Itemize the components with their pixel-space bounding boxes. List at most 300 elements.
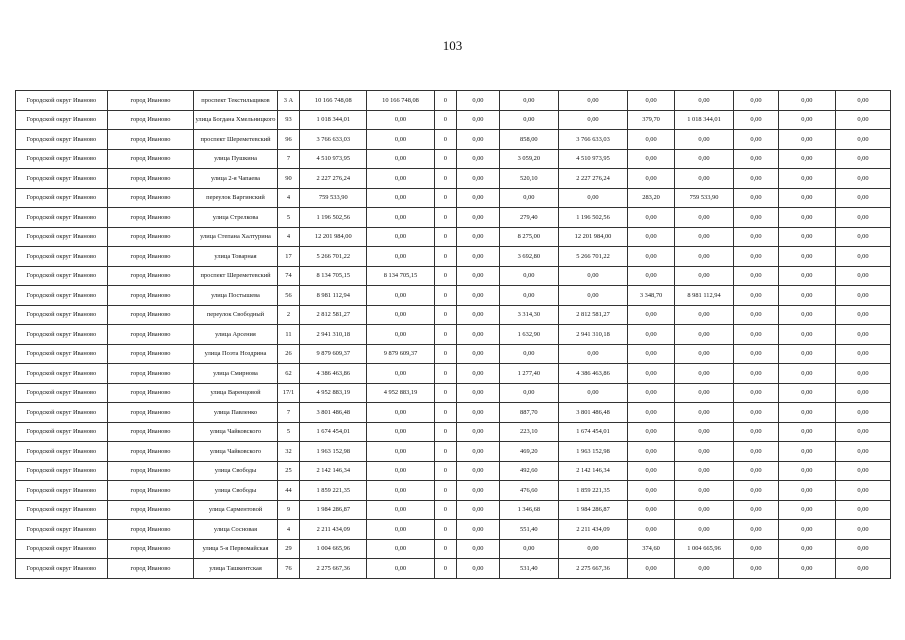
cell-area-roof: 0,00 xyxy=(628,481,675,501)
cell-house-number: 62 xyxy=(277,364,299,384)
cell-cost-facade: 0,00 xyxy=(558,383,627,403)
cell-cost-facade: 4 510 973,95 xyxy=(558,149,627,169)
cell-total-cost: 1 004 665,96 xyxy=(300,539,367,559)
cell-cost-col8: 0,00 xyxy=(457,442,500,462)
cell-cost-col7: 0 xyxy=(434,539,456,559)
cell-area-facade: 1 632,90 xyxy=(499,325,558,345)
cell-cost-col15: 0,00 xyxy=(835,403,890,423)
table-row xyxy=(16,149,891,169)
cell-cost-col15: 0,00 xyxy=(835,130,890,150)
cell-area-facade: 1 346,68 xyxy=(499,500,558,520)
cell-house-number: 74 xyxy=(277,266,299,286)
cell-cost-roof-repair: 0,00 xyxy=(674,500,733,520)
cell-cost-col15: 0,00 xyxy=(835,500,890,520)
cell-cost-col14: 0,00 xyxy=(778,169,835,189)
cell-cost-col15: 0,00 xyxy=(835,383,890,403)
cell-cost-facade: 2 142 146,34 xyxy=(558,461,627,481)
cell-area-facade: 0,00 xyxy=(499,188,558,208)
cell-settlement: город Иваново xyxy=(107,383,194,403)
cell-cost-col13: 0,00 xyxy=(734,305,779,325)
cell-total-cost: 1 984 286,87 xyxy=(300,500,367,520)
cell-municipality: Городской округ Иваново xyxy=(16,383,108,403)
cell-settlement: город Иваново xyxy=(107,227,194,247)
cell-house-number: 44 xyxy=(277,481,299,501)
cell-cost-col7: 0 xyxy=(434,422,456,442)
cell-municipality: Городской округ Иваново xyxy=(16,169,108,189)
cell-cost-roof-repair: 0,00 xyxy=(674,266,733,286)
cell-cost-col7: 0 xyxy=(434,247,456,267)
cell-cost-roof: 0,00 xyxy=(367,461,434,481)
cell-cost-facade: 3 801 486,48 xyxy=(558,403,627,423)
cell-house-number: 17/1 xyxy=(277,383,299,403)
table-row xyxy=(16,169,891,189)
cell-area-roof: 0,00 xyxy=(628,442,675,462)
cell-cost-col8: 0,00 xyxy=(457,325,500,345)
cell-house-number: 17 xyxy=(277,247,299,267)
cell-total-cost: 1 018 344,01 xyxy=(300,110,367,130)
cell-area-facade: 0,00 xyxy=(499,110,558,130)
cell-cost-col14: 0,00 xyxy=(778,422,835,442)
cell-cost-col7: 0 xyxy=(434,266,456,286)
cell-cost-col8: 0,00 xyxy=(457,247,500,267)
cell-cost-col15: 0,00 xyxy=(835,91,890,111)
cell-cost-roof-repair: 0,00 xyxy=(674,305,733,325)
cell-cost-facade: 1 984 286,87 xyxy=(558,500,627,520)
cell-cost-col8: 0,00 xyxy=(457,383,500,403)
table-row xyxy=(16,422,891,442)
cell-settlement: город Иваново xyxy=(107,500,194,520)
cell-cost-col15: 0,00 xyxy=(835,247,890,267)
cell-cost-col8: 0,00 xyxy=(457,188,500,208)
cell-area-roof: 0,00 xyxy=(628,305,675,325)
cell-cost-roof-repair: 0,00 xyxy=(674,383,733,403)
cell-cost-col7: 0 xyxy=(434,364,456,384)
cell-area-roof: 283,20 xyxy=(628,188,675,208)
table-row xyxy=(16,461,891,481)
cell-cost-roof: 0,00 xyxy=(367,208,434,228)
cell-cost-col7: 0 xyxy=(434,110,456,130)
cell-total-cost: 1 674 454,01 xyxy=(300,422,367,442)
cell-street: улица 5-я Первомайская xyxy=(194,539,278,559)
cell-cost-roof: 0,00 xyxy=(367,130,434,150)
cell-cost-col13: 0,00 xyxy=(734,481,779,501)
cell-cost-col14: 0,00 xyxy=(778,442,835,462)
cell-municipality: Городской округ Иваново xyxy=(16,305,108,325)
cell-cost-col14: 0,00 xyxy=(778,188,835,208)
cell-house-number: 4 xyxy=(277,188,299,208)
table-row xyxy=(16,442,891,462)
cell-area-facade: 1 277,40 xyxy=(499,364,558,384)
cell-cost-col8: 0,00 xyxy=(457,130,500,150)
cell-cost-roof-repair: 0,00 xyxy=(674,130,733,150)
cell-cost-col13: 0,00 xyxy=(734,266,779,286)
cell-total-cost: 1 859 221,35 xyxy=(300,481,367,501)
cell-settlement: город Иваново xyxy=(107,442,194,462)
cell-cost-roof: 0,00 xyxy=(367,481,434,501)
cell-cost-col7: 0 xyxy=(434,481,456,501)
cell-cost-roof: 0,00 xyxy=(367,188,434,208)
cell-cost-roof: 0,00 xyxy=(367,520,434,540)
cell-cost-col15: 0,00 xyxy=(835,481,890,501)
cell-cost-col7: 0 xyxy=(434,403,456,423)
cell-area-roof: 0,00 xyxy=(628,344,675,364)
cell-total-cost: 2 227 276,24 xyxy=(300,169,367,189)
cell-cost-col13: 0,00 xyxy=(734,227,779,247)
cell-municipality: Городской округ Иваново xyxy=(16,539,108,559)
cell-cost-col7: 0 xyxy=(434,208,456,228)
cell-settlement: город Иваново xyxy=(107,169,194,189)
cell-street: улица Варенцовой xyxy=(194,383,278,403)
cell-cost-col7: 0 xyxy=(434,149,456,169)
cell-house-number: 32 xyxy=(277,442,299,462)
cell-cost-col8: 0,00 xyxy=(457,481,500,501)
cell-area-facade: 0,00 xyxy=(499,539,558,559)
cell-cost-facade: 3 766 633,03 xyxy=(558,130,627,150)
cell-cost-roof-repair: 1 018 344,01 xyxy=(674,110,733,130)
cell-cost-facade: 0,00 xyxy=(558,266,627,286)
cell-house-number: 2 xyxy=(277,305,299,325)
cell-cost-col15: 0,00 xyxy=(835,188,890,208)
cell-house-number: 3 А xyxy=(277,91,299,111)
cell-settlement: город Иваново xyxy=(107,461,194,481)
table-row xyxy=(16,364,891,384)
cell-settlement: город Иваново xyxy=(107,247,194,267)
cell-street: улица Смирнова xyxy=(194,364,278,384)
cell-cost-col15: 0,00 xyxy=(835,325,890,345)
cell-cost-col14: 0,00 xyxy=(778,286,835,306)
cell-cost-col7: 0 xyxy=(434,325,456,345)
cell-cost-col14: 0,00 xyxy=(778,208,835,228)
cell-street: проспект Текстильщиков xyxy=(194,91,278,111)
cell-house-number: 25 xyxy=(277,461,299,481)
cell-municipality: Городской округ Иваново xyxy=(16,188,108,208)
cell-area-facade: 887,70 xyxy=(499,403,558,423)
cell-cost-roof-repair: 0,00 xyxy=(674,422,733,442)
cell-cost-col7: 0 xyxy=(434,91,456,111)
cell-settlement: город Иваново xyxy=(107,344,194,364)
cell-cost-roof: 4 952 883,19 xyxy=(367,383,434,403)
cell-total-cost: 759 533,90 xyxy=(300,188,367,208)
cell-municipality: Городской округ Иваново xyxy=(16,130,108,150)
cell-municipality: Городской округ Иваново xyxy=(16,325,108,345)
cell-cost-roof: 0,00 xyxy=(367,169,434,189)
cell-total-cost: 2 142 146,34 xyxy=(300,461,367,481)
cell-cost-col8: 0,00 xyxy=(457,344,500,364)
cell-area-roof: 0,00 xyxy=(628,247,675,267)
cell-cost-facade: 1 196 502,56 xyxy=(558,208,627,228)
table-row xyxy=(16,188,891,208)
cell-cost-col8: 0,00 xyxy=(457,520,500,540)
cell-cost-roof-repair: 1 004 665,96 xyxy=(674,539,733,559)
cell-cost-col13: 0,00 xyxy=(734,403,779,423)
cell-cost-col15: 0,00 xyxy=(835,364,890,384)
cell-total-cost: 3 801 486,48 xyxy=(300,403,367,423)
cell-municipality: Городской округ Иваново xyxy=(16,403,108,423)
cell-house-number: 4 xyxy=(277,227,299,247)
cell-cost-col8: 0,00 xyxy=(457,364,500,384)
cell-cost-col8: 0,00 xyxy=(457,403,500,423)
cell-cost-col13: 0,00 xyxy=(734,169,779,189)
cell-cost-col13: 0,00 xyxy=(734,364,779,384)
table-row xyxy=(16,403,891,423)
table-row xyxy=(16,305,891,325)
cell-cost-col14: 0,00 xyxy=(778,364,835,384)
cell-cost-roof: 0,00 xyxy=(367,305,434,325)
cell-street: проспект Шереметевский xyxy=(194,266,278,286)
table-row xyxy=(16,266,891,286)
cell-total-cost: 4 386 463,86 xyxy=(300,364,367,384)
cell-cost-col13: 0,00 xyxy=(734,422,779,442)
cell-area-roof: 0,00 xyxy=(628,364,675,384)
cell-cost-col14: 0,00 xyxy=(778,110,835,130)
cell-cost-col7: 0 xyxy=(434,500,456,520)
cell-house-number: 93 xyxy=(277,110,299,130)
table-row xyxy=(16,344,891,364)
cell-cost-col8: 0,00 xyxy=(457,149,500,169)
cell-cost-col8: 0,00 xyxy=(457,208,500,228)
cell-settlement: город Иваново xyxy=(107,305,194,325)
cell-cost-col8: 0,00 xyxy=(457,422,500,442)
cell-cost-facade: 1 859 221,35 xyxy=(558,481,627,501)
cell-total-cost: 2 941 310,18 xyxy=(300,325,367,345)
cell-cost-facade: 12 201 984,00 xyxy=(558,227,627,247)
cell-house-number: 4 xyxy=(277,520,299,540)
cell-cost-col8: 0,00 xyxy=(457,559,500,579)
cell-cost-col14: 0,00 xyxy=(778,91,835,111)
cell-settlement: город Иваново xyxy=(107,481,194,501)
cell-cost-col15: 0,00 xyxy=(835,442,890,462)
cell-house-number: 26 xyxy=(277,344,299,364)
cell-total-cost: 4 510 973,95 xyxy=(300,149,367,169)
cell-street: улица Чайковского xyxy=(194,442,278,462)
cell-cost-col13: 0,00 xyxy=(734,110,779,130)
cell-settlement: город Иваново xyxy=(107,559,194,579)
cell-area-facade: 469,20 xyxy=(499,442,558,462)
table-row xyxy=(16,110,891,130)
table-row xyxy=(16,286,891,306)
cell-total-cost: 1 963 152,98 xyxy=(300,442,367,462)
cell-cost-col15: 0,00 xyxy=(835,422,890,442)
cell-municipality: Городской округ Иваново xyxy=(16,149,108,169)
cell-cost-roof-repair: 0,00 xyxy=(674,149,733,169)
cell-area-roof: 0,00 xyxy=(628,227,675,247)
cell-house-number: 9 xyxy=(277,500,299,520)
cell-cost-facade: 4 386 463,86 xyxy=(558,364,627,384)
cell-cost-roof: 0,00 xyxy=(367,149,434,169)
cell-cost-col7: 0 xyxy=(434,520,456,540)
cell-total-cost: 9 879 609,37 xyxy=(300,344,367,364)
cell-cost-facade: 2 275 667,36 xyxy=(558,559,627,579)
table-row xyxy=(16,91,891,111)
cell-street: улица Богдана Хмельницкого xyxy=(194,110,278,130)
cell-settlement: город Иваново xyxy=(107,325,194,345)
cell-area-facade: 223,10 xyxy=(499,422,558,442)
cell-area-facade: 3 692,80 xyxy=(499,247,558,267)
cell-house-number: 56 xyxy=(277,286,299,306)
cell-area-roof: 0,00 xyxy=(628,169,675,189)
cell-street: улица Павленко xyxy=(194,403,278,423)
cell-cost-roof: 0,00 xyxy=(367,500,434,520)
cell-municipality: Городской округ Иваново xyxy=(16,422,108,442)
cell-area-facade: 476,60 xyxy=(499,481,558,501)
cell-area-facade: 0,00 xyxy=(499,91,558,111)
cell-cost-roof: 0,00 xyxy=(367,247,434,267)
cell-cost-col13: 0,00 xyxy=(734,208,779,228)
cell-total-cost: 8 134 705,15 xyxy=(300,266,367,286)
cell-cost-roof-repair: 8 981 112,94 xyxy=(674,286,733,306)
table-row xyxy=(16,247,891,267)
cell-cost-col7: 0 xyxy=(434,344,456,364)
cell-street: улица Сосновая xyxy=(194,520,278,540)
cell-cost-roof-repair: 0,00 xyxy=(674,461,733,481)
cell-municipality: Городской округ Иваново xyxy=(16,91,108,111)
cell-cost-roof: 0,00 xyxy=(367,403,434,423)
cell-settlement: город Иваново xyxy=(107,149,194,169)
cell-street: переулок Варгинский xyxy=(194,188,278,208)
cell-cost-roof: 0,00 xyxy=(367,364,434,384)
cell-house-number: 5 xyxy=(277,422,299,442)
cell-area-facade: 0,00 xyxy=(499,383,558,403)
cell-area-facade: 531,40 xyxy=(499,559,558,579)
cell-cost-roof-repair: 0,00 xyxy=(674,325,733,345)
table-body xyxy=(16,91,891,579)
cell-cost-col14: 0,00 xyxy=(778,481,835,501)
cell-cost-col8: 0,00 xyxy=(457,227,500,247)
cell-cost-col8: 0,00 xyxy=(457,286,500,306)
cell-street: улица Пушкина xyxy=(194,149,278,169)
cell-settlement: город Иваново xyxy=(107,422,194,442)
cell-cost-col8: 0,00 xyxy=(457,461,500,481)
cell-street: улица Ташкентская xyxy=(194,559,278,579)
cell-cost-col7: 0 xyxy=(434,286,456,306)
cell-cost-col8: 0,00 xyxy=(457,169,500,189)
cell-cost-roof: 10 166 748,08 xyxy=(367,91,434,111)
table-row xyxy=(16,325,891,345)
cell-house-number: 7 xyxy=(277,403,299,423)
cell-area-roof: 374,60 xyxy=(628,539,675,559)
cell-cost-facade: 2 227 276,24 xyxy=(558,169,627,189)
cell-cost-col14: 0,00 xyxy=(778,130,835,150)
cell-area-facade: 3 059,20 xyxy=(499,149,558,169)
cell-area-roof: 0,00 xyxy=(628,130,675,150)
cell-cost-col14: 0,00 xyxy=(778,149,835,169)
cell-cost-roof-repair: 759 533,90 xyxy=(674,188,733,208)
cell-municipality: Городской округ Иваново xyxy=(16,500,108,520)
cell-area-facade: 0,00 xyxy=(499,344,558,364)
cell-cost-col15: 0,00 xyxy=(835,149,890,169)
cell-cost-col13: 0,00 xyxy=(734,344,779,364)
cell-cost-col7: 0 xyxy=(434,169,456,189)
cell-cost-roof-repair: 0,00 xyxy=(674,403,733,423)
cell-area-facade: 3 314,30 xyxy=(499,305,558,325)
cell-area-roof: 0,00 xyxy=(628,500,675,520)
table-row xyxy=(16,208,891,228)
cell-cost-col7: 0 xyxy=(434,383,456,403)
cell-house-number: 5 xyxy=(277,208,299,228)
cell-street: улица Сарментовой xyxy=(194,500,278,520)
cell-area-facade: 279,40 xyxy=(499,208,558,228)
cell-cost-facade: 0,00 xyxy=(558,539,627,559)
cell-cost-roof: 0,00 xyxy=(367,325,434,345)
cell-municipality: Городской округ Иваново xyxy=(16,208,108,228)
cell-cost-col15: 0,00 xyxy=(835,539,890,559)
cell-cost-roof: 0,00 xyxy=(367,422,434,442)
table-row xyxy=(16,383,891,403)
cell-house-number: 29 xyxy=(277,539,299,559)
table-row xyxy=(16,559,891,579)
cell-municipality: Городской округ Иваново xyxy=(16,559,108,579)
cell-cost-col13: 0,00 xyxy=(734,442,779,462)
cell-cost-col13: 0,00 xyxy=(734,500,779,520)
cell-municipality: Городской округ Иваново xyxy=(16,520,108,540)
cell-cost-roof-repair: 0,00 xyxy=(674,344,733,364)
cell-cost-col7: 0 xyxy=(434,188,456,208)
cell-area-roof: 0,00 xyxy=(628,461,675,481)
page-number: 103 xyxy=(442,38,463,53)
cell-cost-col13: 0,00 xyxy=(734,149,779,169)
cell-municipality: Городской округ Иваново xyxy=(16,247,108,267)
cell-cost-col15: 0,00 xyxy=(835,266,890,286)
cell-cost-col8: 0,00 xyxy=(457,539,500,559)
cell-area-facade: 520,10 xyxy=(499,169,558,189)
cell-cost-col15: 0,00 xyxy=(835,520,890,540)
cell-cost-facade: 5 266 701,22 xyxy=(558,247,627,267)
cell-settlement: город Иваново xyxy=(107,286,194,306)
cell-house-number: 7 xyxy=(277,149,299,169)
cell-cost-facade: 0,00 xyxy=(558,91,627,111)
cell-cost-roof-repair: 0,00 xyxy=(674,91,733,111)
cell-municipality: Городской округ Иваново xyxy=(16,286,108,306)
cell-cost-col14: 0,00 xyxy=(778,344,835,364)
cell-house-number: 76 xyxy=(277,559,299,579)
table-row xyxy=(16,500,891,520)
cell-cost-col14: 0,00 xyxy=(778,403,835,423)
cell-cost-col14: 0,00 xyxy=(778,266,835,286)
address-table xyxy=(15,90,891,579)
cell-cost-roof: 9 879 609,37 xyxy=(367,344,434,364)
table-row xyxy=(16,130,891,150)
cell-cost-col14: 0,00 xyxy=(778,305,835,325)
cell-cost-col14: 0,00 xyxy=(778,325,835,345)
cell-cost-facade: 0,00 xyxy=(558,110,627,130)
cell-cost-facade: 2 941 310,18 xyxy=(558,325,627,345)
cell-cost-col15: 0,00 xyxy=(835,305,890,325)
cell-cost-col13: 0,00 xyxy=(734,130,779,150)
cell-cost-facade: 1 674 454,01 xyxy=(558,422,627,442)
cell-area-roof: 0,00 xyxy=(628,208,675,228)
cell-cost-col7: 0 xyxy=(434,305,456,325)
cell-cost-facade: 2 812 581,27 xyxy=(558,305,627,325)
cell-cost-col13: 0,00 xyxy=(734,539,779,559)
cell-cost-roof-repair: 0,00 xyxy=(674,481,733,501)
cell-cost-facade: 0,00 xyxy=(558,188,627,208)
cell-cost-col7: 0 xyxy=(434,130,456,150)
cell-street: улица Поэта Ноздрина xyxy=(194,344,278,364)
table-row xyxy=(16,227,891,247)
cell-cost-col7: 0 xyxy=(434,227,456,247)
cell-cost-col15: 0,00 xyxy=(835,169,890,189)
cell-cost-col13: 0,00 xyxy=(734,91,779,111)
cell-cost-col15: 0,00 xyxy=(835,227,890,247)
cell-cost-col14: 0,00 xyxy=(778,461,835,481)
cell-cost-roof: 0,00 xyxy=(367,110,434,130)
cell-area-facade: 492,60 xyxy=(499,461,558,481)
cell-area-facade: 8 275,00 xyxy=(499,227,558,247)
cell-total-cost: 3 766 633,03 xyxy=(300,130,367,150)
cell-cost-col13: 0,00 xyxy=(734,383,779,403)
cell-street: переулок Свободный xyxy=(194,305,278,325)
cell-settlement: город Иваново xyxy=(107,208,194,228)
